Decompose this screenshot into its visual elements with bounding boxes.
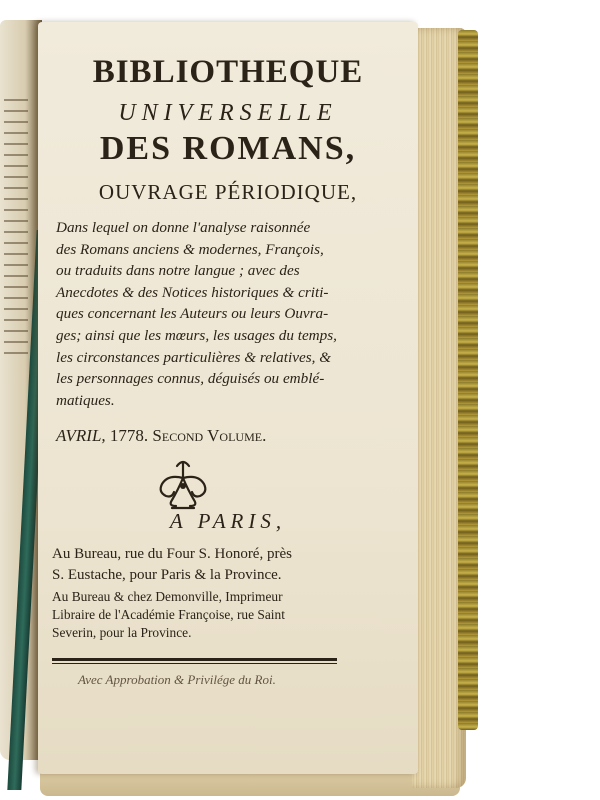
description-block bbox=[56, 217, 408, 411]
description-line: ges; ainsi que les mœurs, les usages du temps, bbox=[56, 326, 337, 344]
issue-month: AVRIL, bbox=[56, 426, 106, 445]
subtitle: OUVRAGE PÉRIODIQUE, bbox=[98, 180, 358, 204]
title-page bbox=[38, 22, 418, 774]
royal-privilege: Avec Approbation & Privilége du Roi. bbox=[78, 672, 276, 687]
publisher-line: S. Eustache, pour Paris & la Province. bbox=[52, 567, 282, 583]
double-rule bbox=[52, 658, 337, 661]
description-line: ou traduits dans notre langue ; avec des bbox=[56, 262, 300, 280]
publisher-line: Severin, pour la Province. bbox=[52, 625, 192, 640]
publisher-line: Libraire de l'Académie Françoise, rue Saint bbox=[52, 607, 285, 622]
title-line-3: DES ROMANS, bbox=[99, 130, 357, 167]
publisher-line: Au Bureau & chez Demonville, Imprimeur bbox=[52, 589, 283, 604]
title-line-2: UNIVERSELLE bbox=[118, 100, 338, 126]
description-line: matiques. bbox=[56, 391, 115, 409]
fleuron-ornament-icon bbox=[148, 456, 218, 516]
issue-date bbox=[56, 426, 408, 446]
volume-label: Second Volume. bbox=[152, 426, 267, 445]
issue-year: 1778. bbox=[109, 426, 149, 445]
description-line: les personnages connus, déguisés ou emblé- bbox=[56, 370, 325, 388]
double-rule-thin bbox=[52, 663, 337, 664]
publisher-block bbox=[52, 544, 412, 586]
left-page-text-fragment bbox=[4, 90, 28, 363]
publisher-block-2 bbox=[52, 588, 412, 642]
title-line-1: BIBLIOTHEQUE bbox=[92, 54, 364, 90]
publisher-line: Au Bureau, rue du Four S. Honoré, près bbox=[52, 546, 292, 562]
description-line: Anecdotes & des Notices historiques & criti- bbox=[56, 283, 329, 301]
gilded-spine bbox=[458, 30, 478, 730]
imprint-place: A PARIS, bbox=[169, 509, 287, 533]
description-line: Dans lequel on donne l'analyse raisonnée bbox=[56, 219, 311, 236]
description-line: ques concernant les Auteurs ou leurs Ouvra- bbox=[56, 305, 329, 323]
description-line: les circonstances particulières & relatives, & bbox=[56, 348, 332, 366]
description-line: des Romans anciens & modernes, François, bbox=[56, 240, 324, 258]
